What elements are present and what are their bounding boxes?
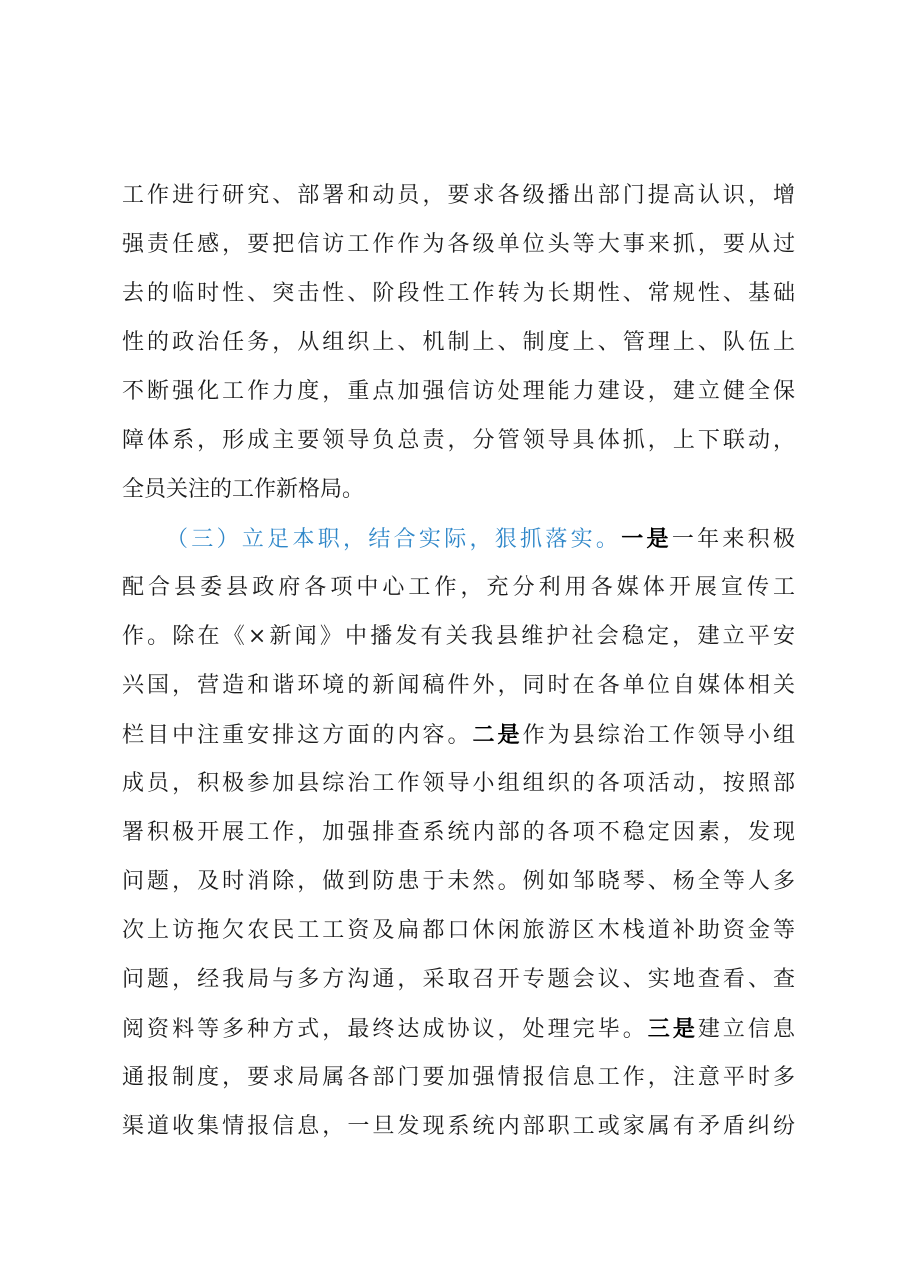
paragraph-line: 成员，积极参加县综治工作领导小组组织的各项活动，按照部 [122, 771, 795, 796]
paragraph-line: 署积极开展工作，加强排查系统内部的各项不稳定因素，发现 [122, 820, 795, 845]
marker-first: 一是 [621, 526, 672, 552]
paragraph-line: 问题，经我局与多方沟通，采取召开专题会议、实地查看、查 [122, 967, 795, 992]
paragraph-line: 问题，及时消除，做到防患于未然。例如邹晓琴、杨全等人多 [122, 869, 795, 894]
marker-second: 二是 [472, 722, 523, 748]
paragraph-line: 不断强化工作力度，重点加强信访处理能力建设，建立健全保 [122, 379, 795, 404]
paragraph-line: 通报制度，要求局属各部门要加强情报信息工作，注意平时多 [122, 1065, 795, 1090]
paragraph-line: 配合县委县政府各项中心工作，充分利用各媒体开展宣传工 [122, 575, 795, 600]
paragraph-first-line [122, 519, 795, 559]
paragraph-line: 作。除在《×新闻》中播发有关我县维护社会稳定，建立平安 [122, 624, 795, 649]
paragraph-text: 作为县综治工作领导小组 [522, 723, 795, 748]
paragraph-text: 一年来积极 [671, 527, 795, 552]
paragraph-line: 障体系，形成主要领导负总责，分管领导具体抓，上下联动， [122, 428, 795, 453]
section-heading: （三）立足本职，结合实际，狠抓落实。 [166, 527, 622, 552]
paragraph-line: 全员关注的工作新格局。 [122, 477, 365, 502]
paragraph-line: 去的临时性、突击性、阶段性工作转为长期性、常规性、基础 [122, 281, 795, 306]
paragraph-line: 强责任感，要把信访工作作为各级单位头等大事来抓，要从过 [122, 232, 795, 257]
paragraph-line: 次上访拖欠农民工工资及扁都口休闲旅游区木栈道补助资金等 [122, 918, 795, 943]
paragraph-text: 建立信息 [697, 1017, 795, 1042]
marker-third: 三是 [647, 1016, 698, 1042]
paragraph-text: 栏目中注重安排这方面的内容。 [122, 723, 473, 748]
paragraph-line [122, 1009, 795, 1049]
paragraph-line: 工作进行研究、部署和动员，要求各级播出部门提高认识，增 [122, 183, 795, 208]
paragraph-text: 阅资料等多种方式，最终达成协议，处理完毕。 [122, 1017, 648, 1042]
paragraph-line: 性的政治任务，从组织上、机制上、制度上、管理上、队伍上 [122, 330, 795, 355]
paragraph-line [122, 715, 795, 755]
paragraph-line: 兴国，营造和谐环境的新闻稿件外，同时在各单位自媒体相关 [122, 673, 795, 698]
paragraph-line: 渠道收集情报信息，一旦发现系统内部职工或家属有矛盾纠纷 [122, 1114, 795, 1139]
